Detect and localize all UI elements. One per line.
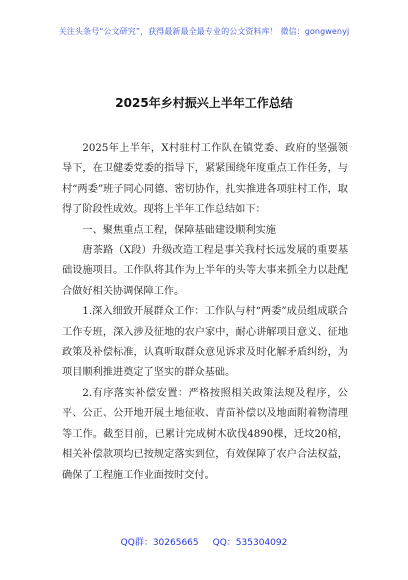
body-paragraph: 1.深入细致开展群众工作：工作队与村“两委”成员组成联合工作专班，深入涉及征地的农户家中，耐心讲解项目意义、征地政策及补偿标准，认真听取群众意见诉求及时化解矛盾纠纷，为项目顺利推进奠定了坚实的群众基础。 [62, 306, 348, 379]
intro-paragraph: 2025年上半年，X村驻村工作队在镇党委、政府的坚强领导下，在卫健委党委的指导下，紧紧围绕年度重点工作任务，与村“两委”班子同心同德、密切协作，扎实推进各项驻村工作，取得了阶段性成效。现将上半年工作总结如下： [62, 143, 348, 216]
body-paragraph: 唐茶路（X段）升级改造工程是事关我村长远发展的重要基础设施项目。工作队将其作为上半年的头等大事来抓全力以赴配合做好相关协调保障工作。 [62, 245, 348, 297]
section-heading: 一、聚焦重点工程，保障基础建设顺利实施 [82, 224, 276, 236]
header-banner: 关注头条号“公文研究”，获得最新最全最专业的公文资料库！ 微信：gongwenyj [58, 27, 350, 36]
document-title: 2025年乡村振兴上半年工作总结 [115, 96, 293, 110]
body-paragraph: 2.有序落实补偿安置：严格按照相关政策法规及程序，公平、公正、公开地开展土地征收、青苗补偿以及地面附着物清理等工作。截至目前，已累计完成树木砍伐4890棵，迁坟20棺，相关补偿款项均已按规定落实到位，有效保障了农户合法权益，确保了工程施工作业面按时交付。 [62, 387, 348, 481]
footer-qq-group: QQ群：30265665 [120, 538, 199, 548]
footer-qq: QQ：535304092 [212, 538, 288, 548]
document-body [62, 139, 348, 486]
footer-contact [0, 535, 408, 548]
